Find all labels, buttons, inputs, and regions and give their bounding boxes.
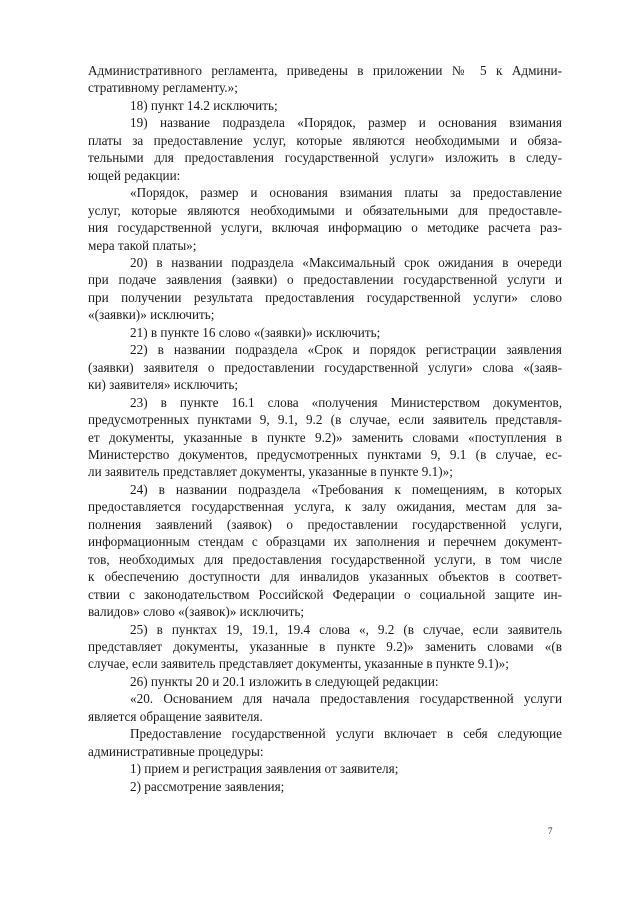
text-line: «(заявки)» исключить; xyxy=(88,307,215,323)
text-line: тов, необходимых для предоставления государственной услуги, в том числе xyxy=(88,551,562,567)
text-line: Предоставление государственной услуги включает в себя следующие xyxy=(130,726,562,742)
paragraph xyxy=(88,778,562,795)
text-line: ющей редакции: xyxy=(88,167,181,183)
text-line: 19) название подраздела «Порядок, размер и основания взимания xyxy=(130,115,562,131)
text-line: к обеспечению доступности для инвалидов указанных объектов в соответ- xyxy=(88,569,562,585)
text-line: 22) в названии подраздела «Срок и порядок регистрации заявления xyxy=(130,342,562,358)
text-line: «20. Основанием для начала предоставления государственной услуги xyxy=(130,691,562,707)
text-line: полнения заявлений (заявок) о предоставлении государственной услуги, xyxy=(88,516,562,532)
text-line: стративному регламенту.»; xyxy=(88,80,238,96)
text-line: ствии с законодательством Российской Федерации о социальной защите ин- xyxy=(88,586,562,602)
paragraph xyxy=(88,114,562,184)
text-line: платы за предоставление услуг, которые являются необходимыми и обяза- xyxy=(88,132,562,148)
text-line: Министерство документов, предусмотренных пунктами 9, 9.1 (в случае, ес- xyxy=(88,446,562,462)
text-line: услуг, которые являются необходимыми и обязательными для предоставле- xyxy=(88,202,562,218)
paragraph xyxy=(88,621,562,673)
paragraph xyxy=(88,184,562,254)
paragraph xyxy=(88,725,562,760)
paragraph xyxy=(88,324,562,341)
text-line: ет документы, указанные в пункте 9.2)» заменить словами «поступления в xyxy=(88,429,562,445)
paragraph xyxy=(88,481,562,621)
paragraph xyxy=(88,394,562,481)
text-line: (заявки) заявителя о предоставлении государственной услуги» слова «(заяв- xyxy=(88,359,562,375)
text-line: Административного регламента, приведены в приложении № 5 к Админи- xyxy=(88,63,562,78)
text-line: 24) в названии подраздела «Требования к помещениям, в которых xyxy=(130,481,562,497)
paragraph xyxy=(88,760,562,777)
paragraph xyxy=(88,690,562,725)
text-line: информационным стендам с образцами их заполнения и перечнем документ- xyxy=(88,534,562,550)
page-number: 7 xyxy=(548,826,553,836)
text-line: ли заявитель представляет документы, указанные в пункте 9.1)»; xyxy=(88,464,453,480)
document-body xyxy=(88,62,562,795)
text-line: при получении результата предоставления государственной услуги» слово xyxy=(88,289,562,305)
text-line: предусмотренных пунктами 9, 9.1, 9.2 (в случае, если заявитель представля- xyxy=(88,412,562,428)
text-line: 20) в названии подраздела «Максимальный срок ожидания в очереди xyxy=(130,254,562,270)
text-line: административные процедуры: xyxy=(88,743,264,759)
paragraph xyxy=(88,673,562,690)
paragraph xyxy=(88,97,562,114)
text-line: тельными для предоставления государственной услуги» изложить в следу- xyxy=(88,150,562,166)
text-line: 25) в пунктах 19, 19.1, 19.4 слова «, 9.2 (в случае, если заявитель xyxy=(130,621,562,637)
text-line: 18) пункт 14.2 исключить; xyxy=(130,97,278,113)
text-line: «Порядок, размер и основания взимания платы за предоставление xyxy=(130,185,562,201)
text-line: при подаче заявления (заявки) о предоставлении государственной услуги и xyxy=(88,272,562,288)
text-line: ния государственной услуги, включая информацию о методике расчета раз- xyxy=(88,220,562,236)
text-line: случае, если заявитель представляет документы, указанные в пункте 9.1)»; xyxy=(88,656,509,672)
text-line: 23) в пункте 16.1 слова «получения Министерством документов, xyxy=(130,394,562,410)
paragraph xyxy=(88,62,562,97)
text-line: валидов» слово «(заявок)» исключить; xyxy=(88,604,305,620)
paragraph xyxy=(88,341,562,393)
text-line: 21) в пункте 16 слово «(заявки)» исключить; xyxy=(130,324,381,340)
text-line: является обращение заявителя. xyxy=(88,708,263,724)
paragraph xyxy=(88,254,562,324)
text-line: ки) заявителя» исключить; xyxy=(88,377,239,393)
text-line: предоставляется государственная услуга, к залу ожидания, местам для за- xyxy=(88,499,562,515)
text-line: представляет документы, указанные в пункте 9.2)» заменить словами «(в xyxy=(88,638,562,654)
text-line: 26) пункты 20 и 20.1 изложить в следующей редакции: xyxy=(130,673,439,689)
text-line: 1) прием и регистрация заявления от заявителя; xyxy=(130,761,399,777)
text-line: мера такой платы»; xyxy=(88,237,197,253)
text-line: 2) рассмотрение заявления; xyxy=(130,778,285,794)
